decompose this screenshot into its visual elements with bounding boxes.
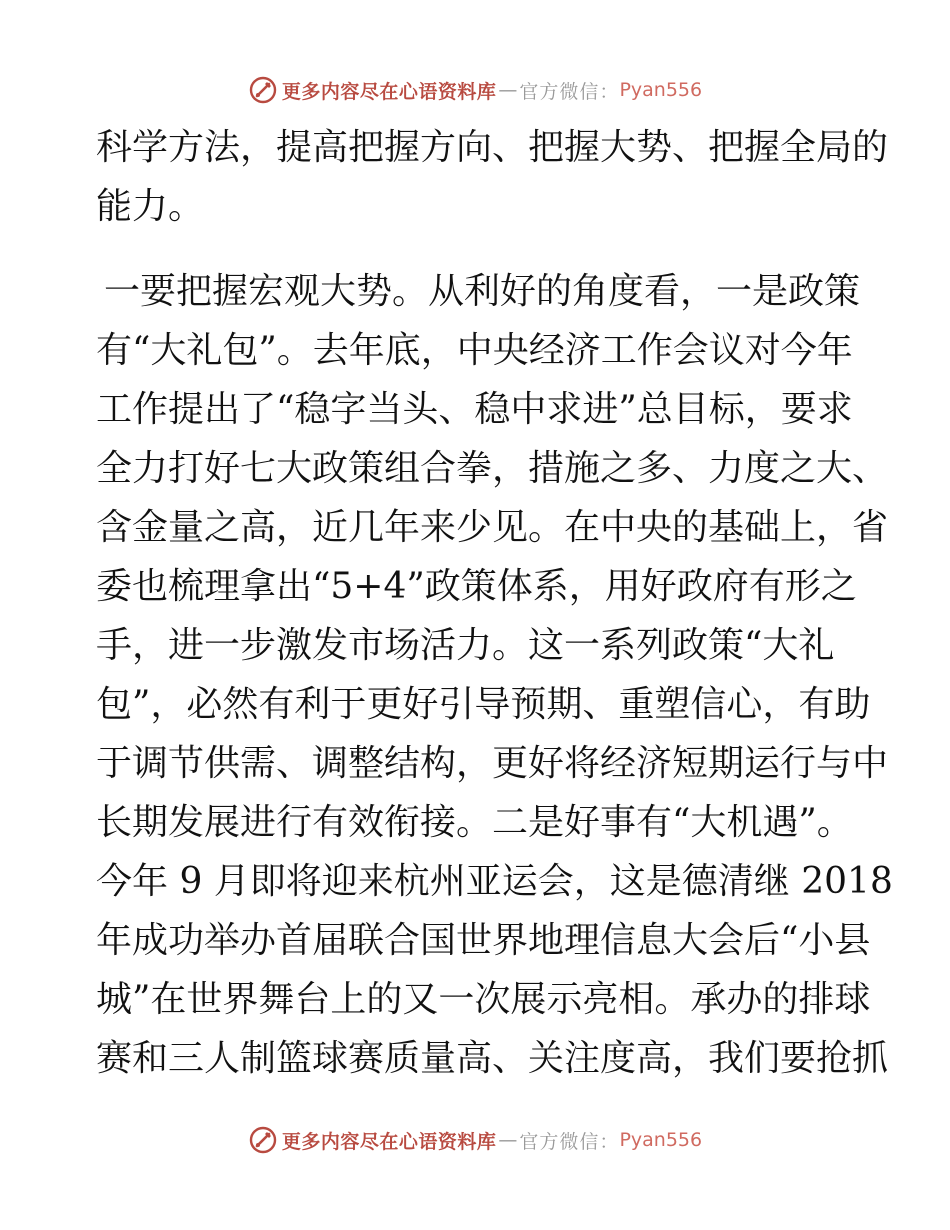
- text-line: 包”，必然有利于更好引导预期、重塑信心，有助: [96, 684, 871, 725]
- paragraph-2-cont: [96, 321, 893, 1088]
- watermark-id: Pyan556: [619, 1129, 703, 1151]
- text-line: 于调节供需、调整结构，更好将经济短期运行与中: [96, 743, 889, 784]
- text-line: 年成功举办首届联合国世界地理信息大会后“小县: [96, 920, 871, 961]
- watermark-id: Pyan556: [619, 79, 703, 101]
- text-line: 手，进一步激发市场活力。这一系列政策“大礼: [96, 625, 835, 666]
- text-line: 城”在世界舞台上的又一次展示亮相。承办的排球: [96, 979, 871, 1020]
- paragraph-2: [96, 262, 861, 321]
- text-line: 长期发展进行有效衔接。二是好事有“大机遇”。: [96, 802, 853, 843]
- brand-logo-icon: [248, 1125, 278, 1155]
- watermark-dash: —: [498, 79, 518, 101]
- watermark-label: 官方微信：: [519, 1130, 620, 1153]
- text-line: 科学方法，提高把握方向、把握大势、把握全局的: [96, 127, 889, 168]
- text-line: 赛和三人制篮球赛质量高、关注度高，我们要抢抓: [96, 1038, 889, 1079]
- watermark-brand: 更多内容尽在心语资料库: [281, 1130, 497, 1153]
- text-line: 全力打好七大政策组合拳，措施之多、力度之大、: [96, 448, 889, 489]
- brand-logo-icon: [248, 75, 278, 105]
- text-line: 含金量之高，近几年来少见。在中央的基础上，省: [96, 507, 889, 548]
- text-line: 一要把握宏观大势。从利好的角度看，一是政策: [104, 271, 861, 312]
- text-line: 委也梳理拿出“5+4”政策体系，用好政府有形之: [96, 566, 857, 607]
- text-line: 今年 9 月即将迎来杭州亚运会，这是德清继 2018: [96, 861, 893, 902]
- watermark-brand: 更多内容尽在心语资料库: [281, 80, 497, 103]
- header-watermark: [0, 70, 950, 110]
- watermark-label: 官方微信：: [519, 80, 620, 103]
- footer-watermark: [0, 1120, 950, 1160]
- text-line: 有“大礼包”。去年底，中央经济工作会议对今年: [96, 330, 853, 371]
- text-line: 能力。: [96, 186, 205, 227]
- text-line: 工作提出了“稳字当头、稳中求进”总目标，要求: [96, 389, 853, 430]
- paragraph-1: [96, 118, 889, 236]
- paragraph-gap: [96, 236, 852, 262]
- document-body: [96, 118, 893, 1088]
- watermark-dash: —: [498, 1129, 518, 1151]
